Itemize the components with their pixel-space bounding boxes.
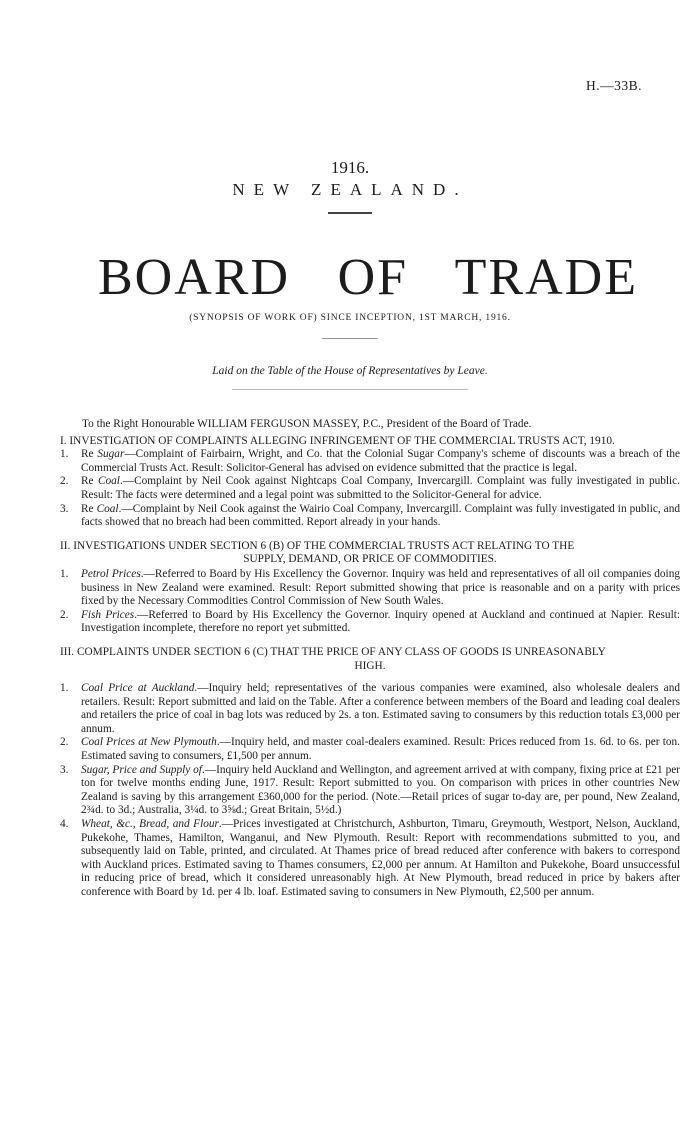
list-item [60, 503, 680, 530]
item-number: 2. [60, 475, 69, 488]
item-subject: Coal [97, 475, 120, 488]
item-number: 3. [60, 763, 69, 776]
spacer [60, 674, 680, 682]
item-text: .—Inquiry held; representatives of the various companies were examined, also wholesale dealers and retailers. Result: Report submitted and laid on the Table. After a conference between members of the Board and leading coal dealers and retailers the price of coal in bag lots was reduced by 2s. a ton. Estimated saving to consumers by this reduction totals £3,000 per annum. [81, 682, 680, 735]
item-text: .—Referred to Board by His Excellency the Governor. Inquiry was held and representatives of all oil companies doing business in New Zealand were examined. Result: Report submitted showing that price is reasonable and on a parity with prices fixed by the Necessary Commodities Control Commission of New South Wales. [81, 567, 680, 608]
spacer [60, 636, 680, 646]
item-subject: Sugar, Price and Supply of [81, 763, 202, 776]
section-title: COMPLAINTS UNDER SECTION 6 (C) THAT THE PRICE OF ANY CLASS OF GOODS IS UNREASONABLY [76, 645, 606, 658]
item-number: 1. [60, 567, 69, 580]
item-subject: Fish Prices [81, 608, 135, 621]
item-text: .—Inquiry held Auckland and Wellington, and agreement arrived at with company, fixing price at £21 per ton for twelve months ending June, 1917. Result: Report submitted to you. On comparison with prices in other countries New Zealand is saving by this arrangement £360,000 for the period. (Note.—Retail prices of sugar to-day are, per pound, New Zealand, 2¾d. to 3d.; Australia, 3¼d. to 3⅝d.; Great Britain, 5½d.) [81, 763, 680, 817]
section-number: II. [60, 539, 71, 552]
list-item [60, 609, 680, 636]
divider-rule [328, 212, 372, 214]
item-text: .—Referred to Board by His Excellency the Governor. Inquiry opened at Auckland and continued at Napier. Result: Investigation incomplete, therefore no report yet submitted. [81, 608, 680, 635]
item-prefix: Re [81, 502, 94, 515]
spacer [60, 530, 680, 540]
section-heading [60, 540, 680, 554]
section-number: I. [60, 434, 67, 447]
item-prefix: Re [81, 448, 94, 461]
item-number: 4. [60, 818, 69, 831]
section-title-continued: SUPPLY, DEMAND, OR PRICE OF COMMODITIES. [243, 553, 497, 566]
list-item [60, 818, 680, 900]
divider-rule [232, 389, 468, 390]
section-title: INVESTIGATIONS UNDER SECTION 6 (B) OF THE COMMERCIAL TRUSTS ACT RELATING TO THE [73, 539, 575, 552]
document-reference: H.—33B. [585, 78, 642, 93]
item-text: .—Prices investigated at Christchurch, Ashburton, Timaru, Greymouth, Westport, Nelson, Auckland, Pukekohe, Thames, Hamilton, Wanganui, and New Plymouth. Result: Report with recommendations submitted to you, and subsequently laid on Table, printed, and circulated. At Thames price of bread reduced after conference with bakers to correspond with Auckland prices. Estimated saving to Thames consumers, £2,000 per annum. At Hamilton and Pukekohe, Board unsuccessful in reducing price of bread, which it considered unreasonably high. At New Plymouth, bread reduced in price by bakers after conference with Board by 1d. per 4 lb. loaf. Estimated saving to consumers in New Plymouth, £2,500 per annum. [81, 818, 680, 898]
list-item [60, 736, 680, 763]
document-body [60, 418, 680, 900]
document-subtitle: (SYNOPSIS OF WORK OF) SINCE INCEPTION, 1ST MARCH, 1916. [189, 313, 511, 323]
document-year: 1916. [330, 158, 370, 177]
item-number: 2. [60, 736, 69, 749]
item-text: .—Inquiry held, and master coal-dealers examined. Result: Prices reduced from 1s. 6d. to 6s. per ton. Estimated saving to consumers, £1,500 per annum. [81, 736, 681, 763]
address-line: To the Right Honourable WILLIAM FERGUSON MASSEY, P.C., President of the Board of Trade. [82, 418, 532, 430]
list-item [60, 475, 680, 502]
section-heading [60, 646, 680, 660]
item-number: 2. [60, 608, 69, 621]
item-subject: Coal Prices at New Plymouth [81, 736, 217, 749]
item-number: 3. [60, 502, 69, 515]
item-number: 1. [60, 448, 69, 461]
list-item [60, 448, 680, 475]
item-subject: Coal Price at Auckland [81, 682, 195, 695]
document-title: BOARD OF TRADE [98, 249, 638, 306]
divider-rule [322, 338, 378, 339]
section-heading [60, 435, 680, 449]
item-subject: Sugar [97, 448, 125, 461]
item-text: .—Complaint by Neil Cook against Nightcaps Coal Company, Invercargill. Complaint was fully investigated in public. Result: The facts were determined and a legal point was submitted to the Solicitor-General for advice. [81, 475, 681, 501]
item-subject: Petrol Prices [81, 567, 141, 580]
section-title: INVESTIGATION OF COMPLAINTS ALLEGING INFRINGEMENT OF THE COMMERCIAL TRUSTS ACT, 1910. [69, 434, 615, 447]
list-item [60, 682, 680, 736]
item-number: 1. [60, 682, 69, 695]
list-item [60, 568, 680, 609]
section-number: III. [60, 645, 75, 658]
laid-on-table-note: Laid on the Table of the House of Representatives by Leave. [212, 365, 488, 377]
item-subject: Coal [96, 502, 119, 515]
item-text: —Complaint of Fairbairn, Wright, and Co. that the Colonial Sugar Company's scheme of discounts was a breach of the Commercial Trusts Act. Result: Solicitor-General has advised on evidence submitted that the practice is legal. [81, 448, 680, 474]
item-subject: Wheat, &c., Bread, and Flour [81, 818, 219, 831]
section-title-continued: HIGH. [354, 659, 386, 672]
item-prefix: Re [81, 475, 94, 488]
item-text: .—Complaint by Neil Cook against the Wairio Coal Company, Invercargill. Complaint was fully investigated in public, and facts showed that no breach had been committed. Report already in your hands. [81, 502, 680, 529]
list-item [60, 764, 680, 818]
country-heading: NEW ZEALAND. [232, 180, 468, 199]
